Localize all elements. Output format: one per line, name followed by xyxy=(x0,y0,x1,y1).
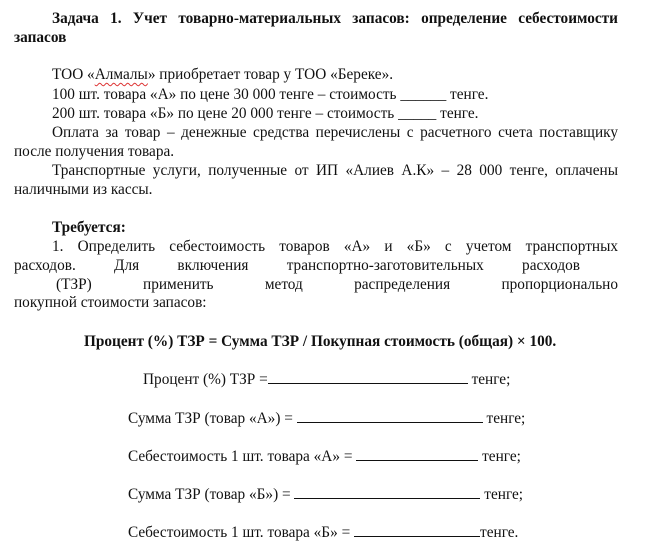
form-label: Себестоимость 1 шт. товара «А» = xyxy=(128,448,353,465)
answer-blank[interactable] xyxy=(297,408,483,423)
form-unit: тенге; xyxy=(471,371,511,388)
required-line-4: покупной стоимости запасов: xyxy=(14,294,207,311)
given-line-2: 100 шт. товара «А» по цене 30 000 тенге – стоимость ______ тенге. xyxy=(52,86,489,103)
answer-blank[interactable] xyxy=(268,369,468,384)
given-line-1 xyxy=(52,65,393,84)
answer-blank[interactable] xyxy=(354,522,480,537)
answer-blank[interactable] xyxy=(294,484,480,499)
answer-blank[interactable] xyxy=(356,446,478,461)
form-label: Процент (%) ТЗР = xyxy=(143,371,268,388)
given-line-3: 200 шт. товара «Б» по цене 20 000 тенге – стоимость _____ тенге. xyxy=(52,105,479,122)
form-label: Сумма ТЗР (товар «Б») = xyxy=(128,486,291,503)
given-line-4: Оплата за товар – денежные средства перечислены с расчетного счета поставщику xyxy=(52,124,618,141)
form-row-cost-a xyxy=(128,446,521,466)
required-line-1: 1. Определить себестоимость товаров «А» и «Б» с учетом транспортных xyxy=(52,238,618,255)
given-line-5: после получения товара. xyxy=(14,143,175,160)
spellcheck-word[interactable]: Алмалы xyxy=(94,66,148,83)
form-unit: тенге; xyxy=(484,486,524,503)
form-row-tzr-percent xyxy=(143,369,510,389)
required-heading: Требуется: xyxy=(52,219,126,236)
form-label: Себестоимость 1 шт. товара «Б» = xyxy=(128,524,351,541)
form-unit: тенге; xyxy=(482,448,521,465)
given-line-6: Транспортные услуги, полученные от ИП «Алиев А.К» – 28 000 тенге, оплачены xyxy=(52,162,618,179)
form-row-tzr-a xyxy=(128,408,525,428)
task-title-cont: запасов xyxy=(14,29,67,46)
formula: Процент (%) ТЗР = Сумма ТЗР / Покупная стоимость (общая) × 100. xyxy=(84,333,557,350)
task-title: Задача 1. Учет товарно-материальных запасов: определение себестоимости xyxy=(52,10,618,27)
text: » приобретает товар у ТОО «Береке». xyxy=(147,66,394,83)
text: ТОО « xyxy=(52,66,95,83)
form-row-tzr-b xyxy=(128,484,523,504)
form-unit: тенге. xyxy=(480,524,519,541)
required-line-2: расходов. Для включения транспортно-заготовительных расходов xyxy=(14,257,580,274)
form-row-cost-b xyxy=(128,522,518,542)
form-unit: тенге; xyxy=(486,410,526,427)
given-line-7: наличными из кассы. xyxy=(14,181,153,198)
required-line-3: (ТЗР) применить метод распределения пропорционально xyxy=(56,276,618,293)
form-label: Сумма ТЗР (товар «А») = xyxy=(128,410,293,427)
